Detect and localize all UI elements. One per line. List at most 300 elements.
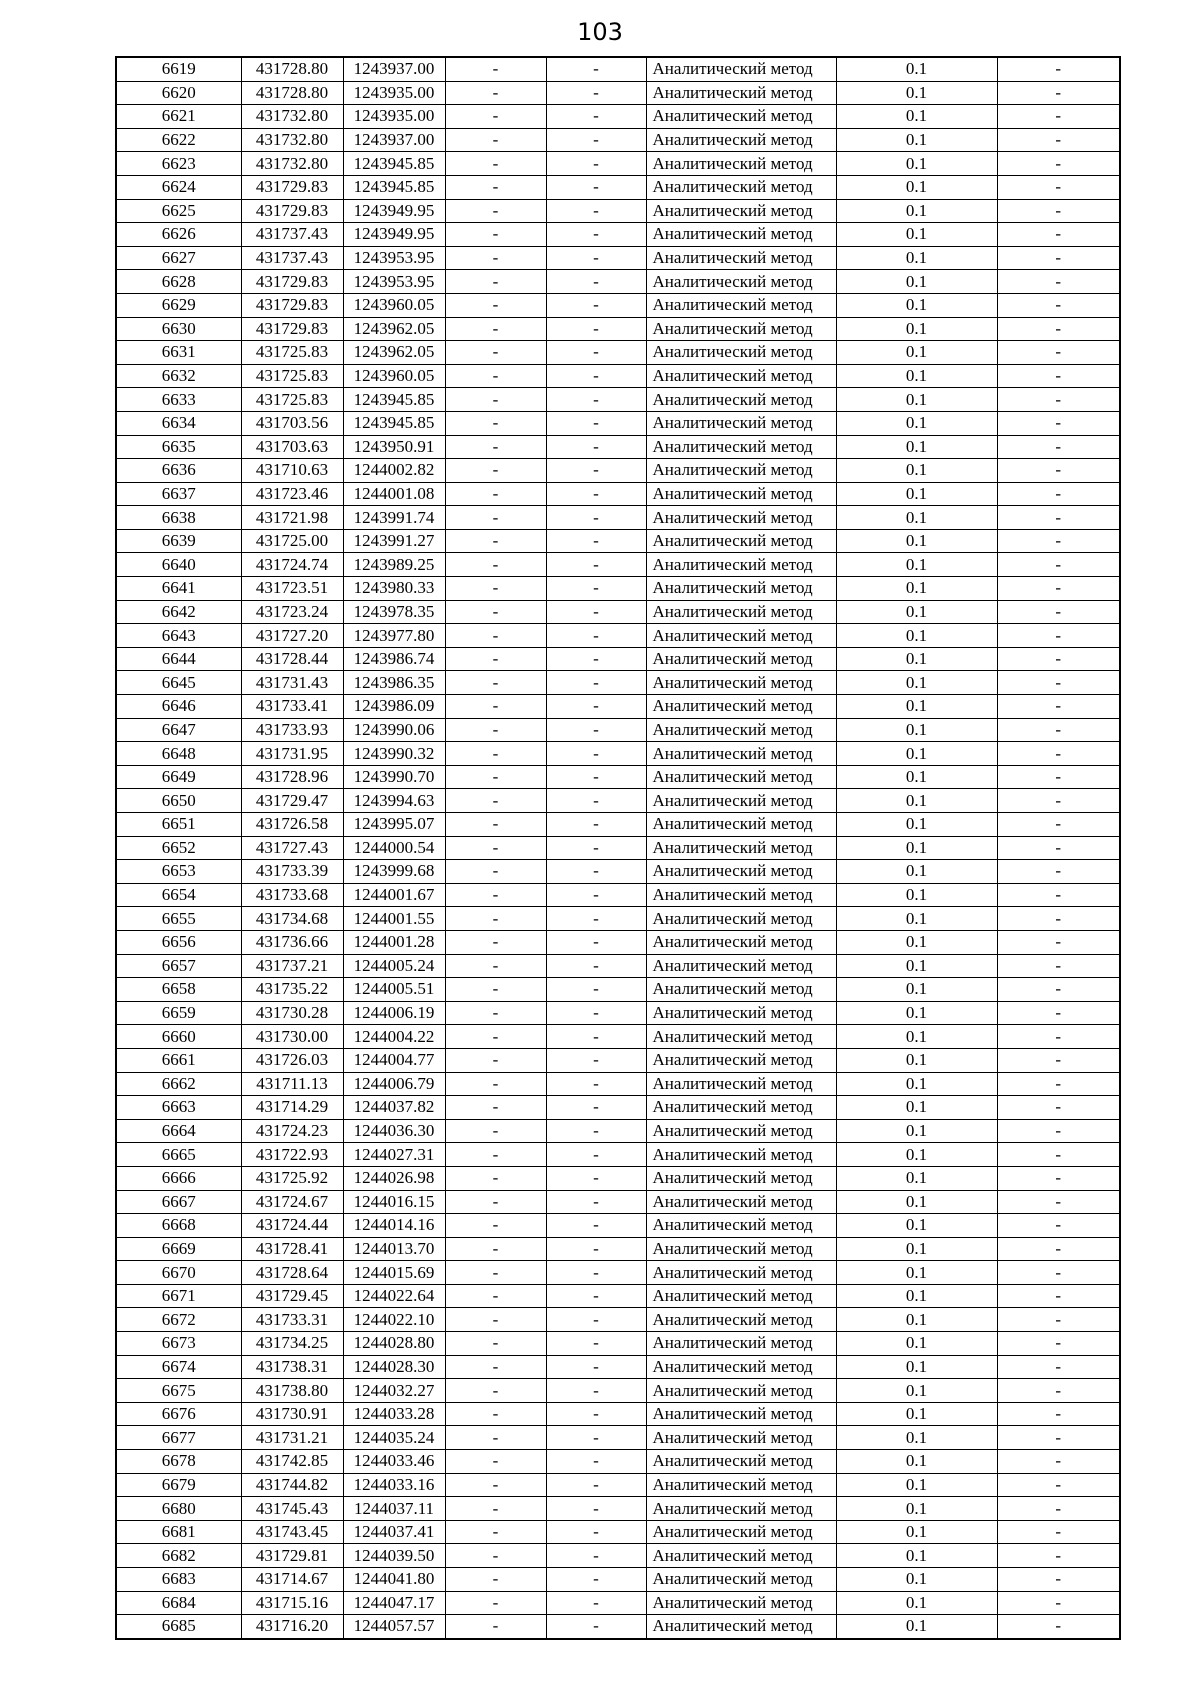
cell-col-8: - (997, 600, 1120, 624)
cell-method: Аналитический метод (646, 624, 836, 648)
table-row (116, 954, 1120, 978)
table-row (116, 81, 1120, 105)
cell-y-coordinate: 1244027.31 (343, 1143, 445, 1167)
cell-col-5: - (546, 624, 646, 648)
cell-x-coordinate: 431731.43 (241, 671, 343, 695)
cell-col-8: - (997, 647, 1120, 671)
cell-point-number: 6669 (116, 1237, 241, 1261)
cell-col-5: - (546, 1497, 646, 1521)
cell-method: Аналитический метод (646, 175, 836, 199)
cell-col-5: - (546, 411, 646, 435)
cell-col-8: - (997, 577, 1120, 601)
cell-col-5: - (546, 459, 646, 483)
cell-point-number: 6643 (116, 624, 241, 648)
cell-method: Аналитический метод (646, 883, 836, 907)
table-row (116, 742, 1120, 766)
cell-col-5: - (546, 506, 646, 530)
table-row (116, 883, 1120, 907)
cell-col-5: - (546, 1214, 646, 1238)
cell-point-number: 6641 (116, 577, 241, 601)
cell-col-4: - (445, 199, 546, 223)
cell-col-5: - (546, 128, 646, 152)
cell-method: Аналитический метод (646, 459, 836, 483)
cell-y-coordinate: 1244000.54 (343, 836, 445, 860)
cell-col-8: - (997, 930, 1120, 954)
cell-col-4: - (445, 1426, 546, 1450)
cell-point-number: 6655 (116, 907, 241, 931)
cell-col-8: - (997, 529, 1120, 553)
cell-y-coordinate: 1243953.95 (343, 270, 445, 294)
cell-col-8: - (997, 246, 1120, 270)
cell-col-5: - (546, 435, 646, 459)
cell-method: Аналитический метод (646, 152, 836, 176)
cell-point-number: 6649 (116, 765, 241, 789)
cell-col-8: - (997, 506, 1120, 530)
cell-accuracy: 0.1 (836, 1072, 997, 1096)
cell-col-4: - (445, 411, 546, 435)
cell-col-8: - (997, 270, 1120, 294)
cell-y-coordinate: 1243986.09 (343, 695, 445, 719)
cell-method: Аналитический метод (646, 1025, 836, 1049)
cell-y-coordinate: 1244026.98 (343, 1166, 445, 1190)
cell-x-coordinate: 431742.85 (241, 1450, 343, 1474)
cell-accuracy: 0.1 (836, 600, 997, 624)
table-row (116, 506, 1120, 530)
cell-method: Аналитический метод (646, 341, 836, 365)
cell-point-number: 6668 (116, 1214, 241, 1238)
cell-y-coordinate: 1243935.00 (343, 105, 445, 129)
cell-col-8: - (997, 341, 1120, 365)
cell-accuracy: 0.1 (836, 1426, 997, 1450)
cell-col-5: - (546, 1332, 646, 1356)
cell-col-8: - (997, 1402, 1120, 1426)
cell-accuracy: 0.1 (836, 341, 997, 365)
cell-col-5: - (546, 105, 646, 129)
table-row (116, 600, 1120, 624)
cell-y-coordinate: 1244022.10 (343, 1308, 445, 1332)
cell-accuracy: 0.1 (836, 1166, 997, 1190)
cell-y-coordinate: 1244004.77 (343, 1048, 445, 1072)
cell-point-number: 6667 (116, 1190, 241, 1214)
cell-x-coordinate: 431723.46 (241, 482, 343, 506)
cell-accuracy: 0.1 (836, 81, 997, 105)
cell-point-number: 6684 (116, 1591, 241, 1615)
cell-method: Аналитический метод (646, 1591, 836, 1615)
cell-col-8: - (997, 695, 1120, 719)
cell-accuracy: 0.1 (836, 128, 997, 152)
cell-method: Аналитический метод (646, 1568, 836, 1592)
cell-point-number: 6683 (116, 1568, 241, 1592)
cell-point-number: 6666 (116, 1166, 241, 1190)
cell-accuracy: 0.1 (836, 930, 997, 954)
cell-col-8: - (997, 1615, 1120, 1639)
cell-accuracy: 0.1 (836, 978, 997, 1002)
cell-col-4: - (445, 81, 546, 105)
cell-col-5: - (546, 553, 646, 577)
cell-method: Аналитический метод (646, 1379, 836, 1403)
cell-col-4: - (445, 128, 546, 152)
cell-col-5: - (546, 1048, 646, 1072)
cell-point-number: 6677 (116, 1426, 241, 1450)
cell-method: Аналитический метод (646, 1261, 836, 1285)
cell-method: Аналитический метод (646, 671, 836, 695)
cell-x-coordinate: 431733.41 (241, 695, 343, 719)
cell-method: Аналитический метод (646, 364, 836, 388)
table-row (116, 1119, 1120, 1143)
cell-col-5: - (546, 270, 646, 294)
cell-point-number: 6663 (116, 1096, 241, 1120)
cell-col-5: - (546, 789, 646, 813)
cell-col-4: - (445, 152, 546, 176)
cell-col-8: - (997, 1237, 1120, 1261)
cell-point-number: 6624 (116, 175, 241, 199)
cell-accuracy: 0.1 (836, 364, 997, 388)
cell-x-coordinate: 431729.47 (241, 789, 343, 813)
table-row (116, 1379, 1120, 1403)
cell-x-coordinate: 431725.83 (241, 341, 343, 365)
cell-method: Аналитический метод (646, 128, 836, 152)
cell-col-4: - (445, 105, 546, 129)
cell-col-4: - (445, 293, 546, 317)
table-row (116, 246, 1120, 270)
cell-x-coordinate: 431728.96 (241, 765, 343, 789)
cell-col-8: - (997, 1308, 1120, 1332)
cell-y-coordinate: 1243989.25 (343, 553, 445, 577)
cell-y-coordinate: 1243991.27 (343, 529, 445, 553)
cell-method: Аналитический метод (646, 270, 836, 294)
table-row (116, 1025, 1120, 1049)
table-row (116, 647, 1120, 671)
cell-x-coordinate: 431729.81 (241, 1544, 343, 1568)
cell-point-number: 6664 (116, 1119, 241, 1143)
cell-x-coordinate: 431729.83 (241, 175, 343, 199)
cell-method: Аналитический метод (646, 789, 836, 813)
cell-col-8: - (997, 1072, 1120, 1096)
cell-x-coordinate: 431724.44 (241, 1214, 343, 1238)
cell-col-4: - (445, 1072, 546, 1096)
cell-x-coordinate: 431730.28 (241, 1001, 343, 1025)
cell-method: Аналитический метод (646, 1332, 836, 1356)
cell-point-number: 6681 (116, 1520, 241, 1544)
cell-col-8: - (997, 671, 1120, 695)
cell-col-5: - (546, 813, 646, 837)
cell-col-5: - (546, 1096, 646, 1120)
cell-col-4: - (445, 1001, 546, 1025)
cell-col-8: - (997, 1001, 1120, 1025)
cell-y-coordinate: 1244006.79 (343, 1072, 445, 1096)
table-row (116, 1568, 1120, 1592)
table-row (116, 553, 1120, 577)
table-row (116, 836, 1120, 860)
cell-accuracy: 0.1 (836, 907, 997, 931)
cell-col-8: - (997, 1284, 1120, 1308)
cell-method: Аналитический метод (646, 317, 836, 341)
cell-accuracy: 0.1 (836, 813, 997, 837)
cell-accuracy: 0.1 (836, 105, 997, 129)
cell-method: Аналитический метод (646, 600, 836, 624)
table-row (116, 1332, 1120, 1356)
cell-col-5: - (546, 246, 646, 270)
cell-col-8: - (997, 860, 1120, 884)
cell-point-number: 6645 (116, 671, 241, 695)
cell-y-coordinate: 1243986.74 (343, 647, 445, 671)
cell-col-4: - (445, 930, 546, 954)
cell-col-5: - (546, 1544, 646, 1568)
cell-accuracy: 0.1 (836, 1568, 997, 1592)
cell-x-coordinate: 431726.58 (241, 813, 343, 837)
cell-accuracy: 0.1 (836, 1402, 997, 1426)
cell-x-coordinate: 431729.83 (241, 317, 343, 341)
cell-accuracy: 0.1 (836, 1190, 997, 1214)
table-row (116, 223, 1120, 247)
cell-x-coordinate: 431733.31 (241, 1308, 343, 1332)
cell-point-number: 6633 (116, 388, 241, 412)
cell-method: Аналитический метод (646, 930, 836, 954)
cell-point-number: 6672 (116, 1308, 241, 1332)
cell-y-coordinate: 1244028.80 (343, 1332, 445, 1356)
table-row (116, 978, 1120, 1002)
cell-accuracy: 0.1 (836, 836, 997, 860)
table-row (116, 128, 1120, 152)
cell-col-4: - (445, 1497, 546, 1521)
cell-x-coordinate: 431737.21 (241, 954, 343, 978)
cell-point-number: 6619 (116, 57, 241, 81)
cell-col-5: - (546, 152, 646, 176)
cell-accuracy: 0.1 (836, 1332, 997, 1356)
table-row (116, 1544, 1120, 1568)
cell-accuracy: 0.1 (836, 1379, 997, 1403)
cell-method: Аналитический метод (646, 411, 836, 435)
cell-col-5: - (546, 742, 646, 766)
cell-col-8: - (997, 1591, 1120, 1615)
cell-accuracy: 0.1 (836, 57, 997, 81)
table-row (116, 1166, 1120, 1190)
cell-point-number: 6682 (116, 1544, 241, 1568)
cell-col-4: - (445, 246, 546, 270)
cell-x-coordinate: 431734.25 (241, 1332, 343, 1356)
table-row (116, 671, 1120, 695)
cell-col-5: - (546, 695, 646, 719)
cell-col-8: - (997, 1166, 1120, 1190)
cell-accuracy: 0.1 (836, 577, 997, 601)
cell-x-coordinate: 431728.44 (241, 647, 343, 671)
cell-accuracy: 0.1 (836, 1308, 997, 1332)
cell-method: Аналитический метод (646, 1450, 836, 1474)
cell-y-coordinate: 1243949.95 (343, 199, 445, 223)
cell-col-4: - (445, 1379, 546, 1403)
cell-x-coordinate: 431728.41 (241, 1237, 343, 1261)
cell-method: Аналитический метод (646, 388, 836, 412)
cell-col-8: - (997, 482, 1120, 506)
cell-y-coordinate: 1244014.16 (343, 1214, 445, 1238)
cell-point-number: 6676 (116, 1402, 241, 1426)
table-row (116, 411, 1120, 435)
table-row (116, 388, 1120, 412)
cell-col-5: - (546, 364, 646, 388)
cell-x-coordinate: 431729.83 (241, 199, 343, 223)
cell-method: Аналитический метод (646, 954, 836, 978)
cell-col-5: - (546, 293, 646, 317)
cell-col-5: - (546, 1473, 646, 1497)
cell-x-coordinate: 431716.20 (241, 1615, 343, 1639)
cell-accuracy: 0.1 (836, 1544, 997, 1568)
cell-col-5: - (546, 1355, 646, 1379)
table-row (116, 1214, 1120, 1238)
cell-col-4: - (445, 435, 546, 459)
cell-col-8: - (997, 435, 1120, 459)
cell-method: Аналитический метод (646, 836, 836, 860)
cell-y-coordinate: 1243953.95 (343, 246, 445, 270)
cell-col-8: - (997, 293, 1120, 317)
cell-col-5: - (546, 81, 646, 105)
cell-x-coordinate: 431725.92 (241, 1166, 343, 1190)
cell-point-number: 6675 (116, 1379, 241, 1403)
cell-y-coordinate: 1243986.35 (343, 671, 445, 695)
cell-method: Аналитический метод (646, 718, 836, 742)
cell-point-number: 6629 (116, 293, 241, 317)
cell-y-coordinate: 1243990.32 (343, 742, 445, 766)
cell-x-coordinate: 431727.43 (241, 836, 343, 860)
cell-x-coordinate: 431714.29 (241, 1096, 343, 1120)
table-row (116, 199, 1120, 223)
cell-accuracy: 0.1 (836, 270, 997, 294)
cell-point-number: 6656 (116, 930, 241, 954)
cell-col-8: - (997, 1119, 1120, 1143)
cell-col-5: - (546, 1143, 646, 1167)
cell-col-4: - (445, 883, 546, 907)
cell-method: Аналитический метод (646, 1190, 836, 1214)
cell-point-number: 6671 (116, 1284, 241, 1308)
cell-method: Аналитический метод (646, 1355, 836, 1379)
cell-col-4: - (445, 600, 546, 624)
cell-col-4: - (445, 836, 546, 860)
cell-accuracy: 0.1 (836, 1497, 997, 1521)
cell-col-4: - (445, 1048, 546, 1072)
cell-x-coordinate: 431714.67 (241, 1568, 343, 1592)
cell-col-5: - (546, 860, 646, 884)
table-row (116, 1497, 1120, 1521)
cell-y-coordinate: 1244022.64 (343, 1284, 445, 1308)
table-row (116, 577, 1120, 601)
cell-col-4: - (445, 553, 546, 577)
cell-col-4: - (445, 1214, 546, 1238)
cell-accuracy: 0.1 (836, 459, 997, 483)
cell-col-8: - (997, 1025, 1120, 1049)
table-row (116, 1048, 1120, 1072)
cell-col-5: - (546, 529, 646, 553)
cell-accuracy: 0.1 (836, 435, 997, 459)
cell-col-8: - (997, 388, 1120, 412)
cell-x-coordinate: 431723.24 (241, 600, 343, 624)
cell-y-coordinate: 1243980.33 (343, 577, 445, 601)
cell-col-4: - (445, 1308, 546, 1332)
cell-point-number: 6674 (116, 1355, 241, 1379)
cell-col-4: - (445, 647, 546, 671)
cell-y-coordinate: 1244005.51 (343, 978, 445, 1002)
cell-x-coordinate: 431721.98 (241, 506, 343, 530)
cell-col-5: - (546, 718, 646, 742)
cell-point-number: 6630 (116, 317, 241, 341)
cell-accuracy: 0.1 (836, 1048, 997, 1072)
cell-point-number: 6678 (116, 1450, 241, 1474)
cell-col-4: - (445, 1402, 546, 1426)
table-row (116, 175, 1120, 199)
cell-point-number: 6648 (116, 742, 241, 766)
cell-col-8: - (997, 978, 1120, 1002)
cell-col-4: - (445, 1615, 546, 1639)
cell-col-4: - (445, 506, 546, 530)
cell-x-coordinate: 431745.43 (241, 1497, 343, 1521)
cell-col-8: - (997, 883, 1120, 907)
cell-accuracy: 0.1 (836, 1214, 997, 1238)
cell-accuracy: 0.1 (836, 624, 997, 648)
cell-col-5: - (546, 482, 646, 506)
cell-col-4: - (445, 1166, 546, 1190)
cell-col-8: - (997, 1355, 1120, 1379)
cell-method: Аналитический метод (646, 529, 836, 553)
cell-accuracy: 0.1 (836, 482, 997, 506)
cell-y-coordinate: 1244057.57 (343, 1615, 445, 1639)
cell-x-coordinate: 431725.00 (241, 529, 343, 553)
cell-method: Аналитический метод (646, 577, 836, 601)
cell-col-4: - (445, 1261, 546, 1285)
cell-x-coordinate: 431737.43 (241, 246, 343, 270)
cell-col-4: - (445, 223, 546, 247)
cell-col-5: - (546, 647, 646, 671)
cell-y-coordinate: 1243949.95 (343, 223, 445, 247)
cell-point-number: 6622 (116, 128, 241, 152)
cell-y-coordinate: 1244005.24 (343, 954, 445, 978)
cell-col-8: - (997, 1544, 1120, 1568)
cell-col-5: - (546, 175, 646, 199)
cell-accuracy: 0.1 (836, 1284, 997, 1308)
cell-col-8: - (997, 1096, 1120, 1120)
cell-y-coordinate: 1244037.82 (343, 1096, 445, 1120)
cell-point-number: 6621 (116, 105, 241, 129)
cell-point-number: 6679 (116, 1473, 241, 1497)
cell-point-number: 6620 (116, 81, 241, 105)
cell-y-coordinate: 1244013.70 (343, 1237, 445, 1261)
cell-x-coordinate: 431703.56 (241, 411, 343, 435)
cell-col-5: - (546, 1166, 646, 1190)
cell-col-5: - (546, 1025, 646, 1049)
cell-x-coordinate: 431735.22 (241, 978, 343, 1002)
table-row (116, 105, 1120, 129)
cell-y-coordinate: 1243937.00 (343, 57, 445, 81)
cell-col-5: - (546, 223, 646, 247)
cell-x-coordinate: 431723.51 (241, 577, 343, 601)
cell-accuracy: 0.1 (836, 1143, 997, 1167)
cell-point-number: 6665 (116, 1143, 241, 1167)
cell-y-coordinate: 1244033.28 (343, 1402, 445, 1426)
cell-point-number: 6670 (116, 1261, 241, 1285)
cell-method: Аналитический метод (646, 105, 836, 129)
cell-accuracy: 0.1 (836, 1261, 997, 1285)
cell-y-coordinate: 1244036.30 (343, 1119, 445, 1143)
cell-point-number: 6635 (116, 435, 241, 459)
cell-col-8: - (997, 1143, 1120, 1167)
table-row (116, 459, 1120, 483)
cell-col-8: - (997, 765, 1120, 789)
cell-point-number: 6636 (116, 459, 241, 483)
cell-col-8: - (997, 1568, 1120, 1592)
cell-point-number: 6628 (116, 270, 241, 294)
cell-method: Аналитический метод (646, 1048, 836, 1072)
cell-col-5: - (546, 1591, 646, 1615)
cell-col-4: - (445, 364, 546, 388)
cell-y-coordinate: 1243990.06 (343, 718, 445, 742)
cell-method: Аналитический метод (646, 1615, 836, 1639)
